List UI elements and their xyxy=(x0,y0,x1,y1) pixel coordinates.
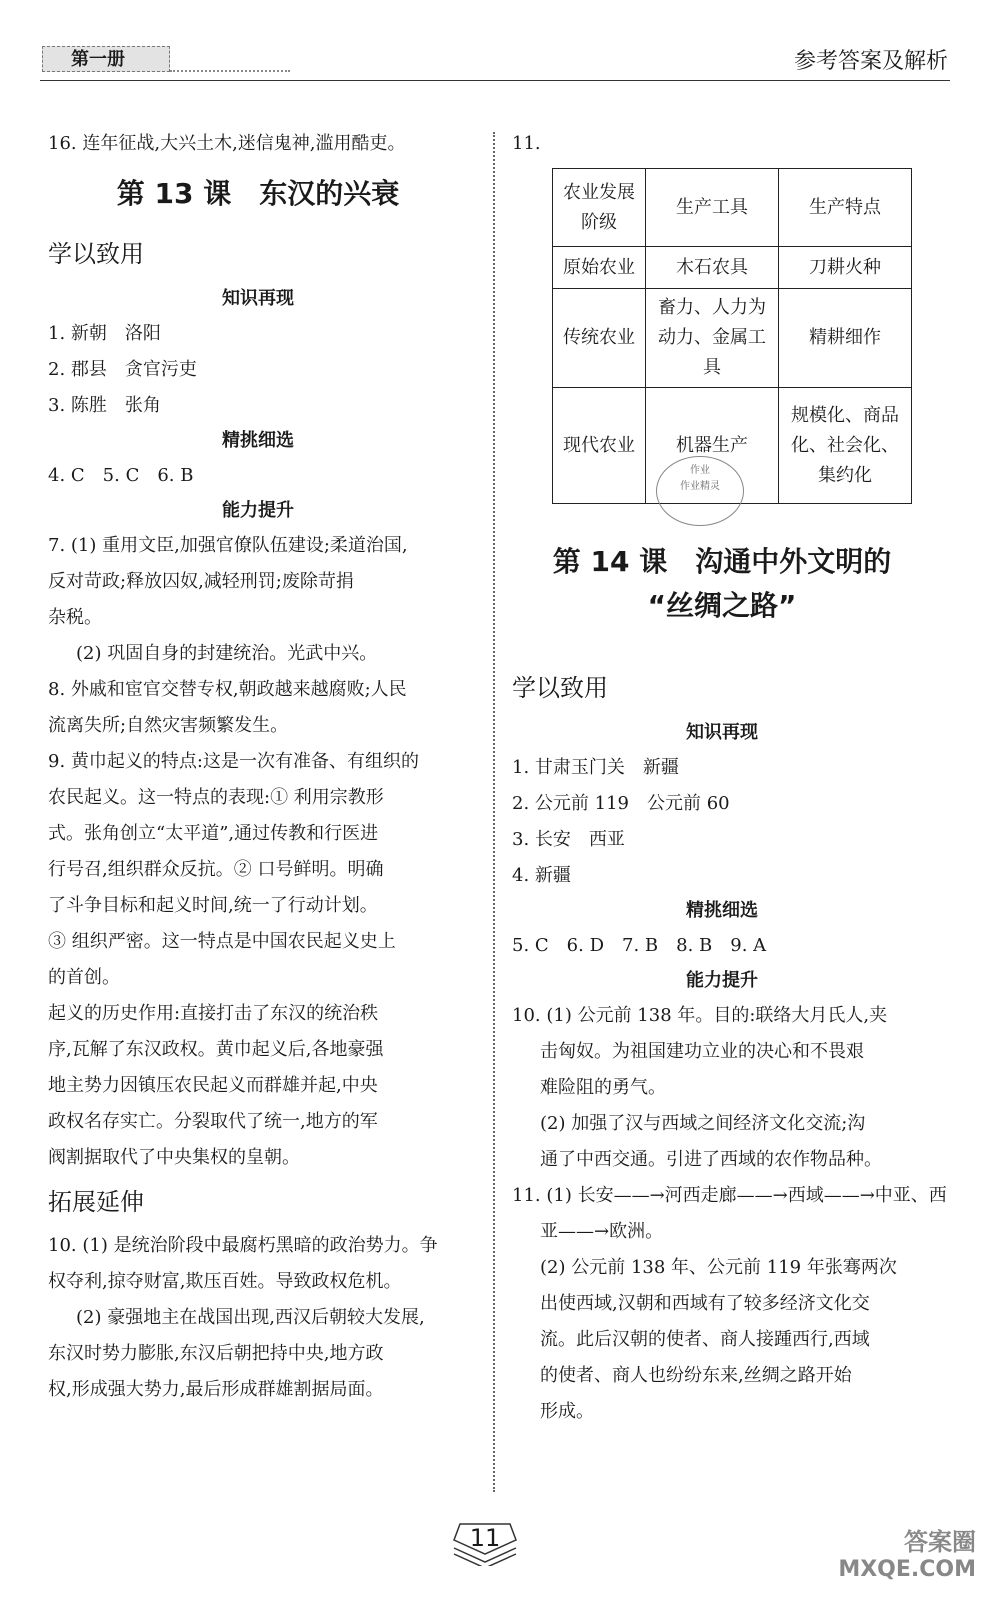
answer-q11-line: 的使者、商人也纷纷东来,丝绸之路开始 xyxy=(540,1365,852,1386)
table-cell: 精耕细作 xyxy=(779,289,912,388)
answer-q7-line: 7. (1) 重用文臣,加强官僚队伍建设;柔道治国, xyxy=(48,535,408,556)
answer-q9-line: ③ 组织严密。这一特点是中国农民起义史上 xyxy=(48,931,396,952)
answer-q9-line: 地主势力因镇压农民起义而群雄并起,中央 xyxy=(48,1075,378,1096)
section-apply: 学以致用 xyxy=(48,240,144,268)
stamp-text: 作业精灵 xyxy=(680,481,720,492)
answer-q7-part2: (2) 巩固自身的封建统治。光武中兴。 xyxy=(76,643,378,664)
section-apply: 学以致用 xyxy=(512,674,608,702)
knowledge-1: 1. 甘肃玉门关 新疆 xyxy=(512,757,679,778)
answer-q11-line: (2) 公元前 138 年、公元前 119 年张骞两次 xyxy=(540,1257,897,1278)
left-column xyxy=(48,126,468,1408)
answer-q10-line: 难险阻的勇气。 xyxy=(540,1077,666,1098)
right-column-lower xyxy=(512,540,947,1430)
table-header-cell: 生产工具 xyxy=(646,169,779,247)
logo-text: 答案圈 xyxy=(904,1528,976,1556)
answer-q11-line: 11. (1) 长安——→河西走廊——→西域——→中亚、西 xyxy=(512,1185,947,1206)
answer-q7-line: 反对苛政;释放囚奴,减轻刑罚;废除苛捐 xyxy=(48,571,354,592)
page-number-text: 11 xyxy=(469,1524,501,1552)
answer-q9-line: 农民起义。这一特点的表现:① 利用宗教形 xyxy=(48,787,384,808)
answer-q9-line: 阀割据取代了中央集权的皇朝。 xyxy=(48,1147,300,1168)
table-cell: 木石农具 xyxy=(646,247,779,289)
table-cell: 现代农业 xyxy=(553,388,646,504)
select-answers: 4. C 5. C 6. B xyxy=(48,465,194,486)
knowledge-2: 2. 郡县 贪官污吏 xyxy=(48,359,197,380)
table-cell: 畜力、人力为动力、金属工具 xyxy=(646,289,779,388)
page-number xyxy=(450,1520,520,1566)
column-divider xyxy=(493,132,495,1492)
answer-q16: 16. 连年征战,大兴土木,迷信鬼神,滥用酷吏。 xyxy=(48,133,406,154)
book-volume-tag: 第一册 xyxy=(42,46,170,72)
subheading-select: 精挑细选 xyxy=(222,430,294,451)
section-extend: 拓展延伸 xyxy=(48,1188,144,1216)
answer-q10-line: 权,形成强大势力,最后形成群雄割据局面。 xyxy=(48,1379,384,1400)
answer-q10-line: 击匈奴。为祖国建功立业的决心和不畏艰 xyxy=(540,1041,864,1062)
lesson-13-title: 第 13 课 东汉的兴衰 xyxy=(116,177,400,210)
page-header-title: 参考答案及解析 xyxy=(793,49,948,74)
table-cell: 刀耕火种 xyxy=(779,247,912,289)
table-cell: 规模化、商品化、社会化、集约化 xyxy=(779,388,912,504)
agriculture-table xyxy=(552,168,912,504)
answer-q11-line: 流。此后汉朝的使者、商人接踵西行,西域 xyxy=(540,1329,870,1350)
select-answers: 5. C 6. D 7. B 8. B 9. A xyxy=(512,935,767,956)
table-cell: 原始农业 xyxy=(553,247,646,289)
subheading-ability: 能力提升 xyxy=(222,500,294,521)
answer-q10-line: 权夺利,掠夺财富,欺压百姓。导致政权危机。 xyxy=(48,1271,402,1292)
answer-q9-line: 了斗争目标和起义时间,统一了行动计划。 xyxy=(48,895,378,916)
answer-q10-line: 10. (1) 是统治阶段中最腐朽黑暗的政治势力。争 xyxy=(48,1235,438,1256)
subheading-select: 精挑细选 xyxy=(686,900,758,921)
answer-q7-line: 杂税。 xyxy=(48,607,102,628)
lesson-14-title: 第 14 课 沟通中外文明的 xyxy=(552,545,892,578)
answer-q10-line: (2) 豪强地主在战国出现,西汉后朝较大发展, xyxy=(76,1307,425,1328)
table-header-cell: 生产特点 xyxy=(779,169,912,247)
watermark-stamp xyxy=(656,456,744,526)
answer-q9-line: 9. 黄巾起义的特点:这是一次有准备、有组织的 xyxy=(48,751,419,772)
lesson-14-subtitle: “丝绸之路” xyxy=(647,589,797,622)
answer-q8-line: 8. 外戚和宦官交替专权,朝政越来越腐败;人民 xyxy=(48,679,407,700)
answer-q9-line: 起义的历史作用:直接打击了东汉的统治秩 xyxy=(48,1003,379,1024)
answer-q11-line: 亚——→欧洲。 xyxy=(540,1221,664,1242)
answer-q8-line: 流离失所;自然灾害频繁发生。 xyxy=(48,715,289,736)
header-rule xyxy=(40,80,950,81)
watermark-logo xyxy=(838,1528,976,1584)
answer-q11-line: 形成。 xyxy=(540,1401,594,1422)
answer-q9-line: 序,瓦解了东汉政权。黄巾起义后,各地豪强 xyxy=(48,1039,384,1060)
answer-q10-line: 通了中西交通。引进了西域的农作物品种。 xyxy=(540,1149,882,1170)
header-dotted-line xyxy=(170,70,290,72)
knowledge-3: 3. 长安 西亚 xyxy=(512,829,625,850)
right-column xyxy=(512,126,932,504)
answer-q9-line: 的首创。 xyxy=(48,967,120,988)
knowledge-3: 3. 陈胜 张角 xyxy=(48,395,161,416)
logo-url: MXQE.COM xyxy=(838,1557,976,1582)
answer-q10-line: 东汉时势力膨胀,东汉后朝把持中央,地方政 xyxy=(48,1343,384,1364)
answer-q9-line: 式。张角创立“太平道”,通过传教和行医进 xyxy=(48,823,379,844)
answer-q11-label: 11. xyxy=(512,133,541,154)
knowledge-4: 4. 新疆 xyxy=(512,865,571,886)
table-cell: 机器生产 xyxy=(646,388,779,504)
table-header-cell: 农业发展阶级 xyxy=(553,169,646,247)
answer-q10-line: (2) 加强了汉与西域之间经济文化交流;沟 xyxy=(540,1113,866,1134)
subheading-knowledge: 知识再现 xyxy=(222,288,294,309)
answer-q9-line: 政权名存实亡。分裂取代了统一,地方的军 xyxy=(48,1111,378,1132)
table-cell: 传统农业 xyxy=(553,289,646,388)
knowledge-1: 1. 新朝 洛阳 xyxy=(48,323,161,344)
answer-q10-line: 10. (1) 公元前 138 年。目的:联络大月氏人,夹 xyxy=(512,1005,888,1026)
knowledge-2: 2. 公元前 119 公元前 60 xyxy=(512,793,730,814)
answer-q9-line: 行号召,组织群众反抗。② 口号鲜明。明确 xyxy=(48,859,384,880)
subheading-ability: 能力提升 xyxy=(686,970,758,991)
subheading-knowledge: 知识再现 xyxy=(686,722,758,743)
stamp-text: 作业 xyxy=(690,465,710,476)
answer-q11-line: 出使西域,汉朝和西域有了较多经济文化交 xyxy=(540,1293,870,1314)
